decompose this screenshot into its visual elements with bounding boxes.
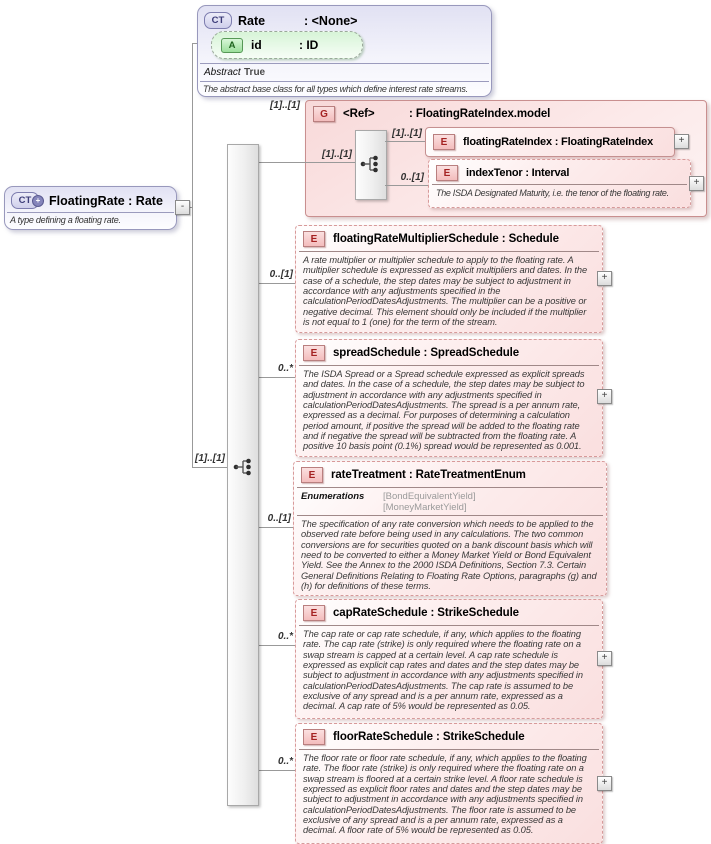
connector-line <box>192 43 193 467</box>
divider <box>200 81 489 82</box>
enumeration-values <box>383 491 476 513</box>
floatingrate-header <box>5 187 176 209</box>
element-header <box>296 226 602 251</box>
expand-toggle[interactable]: + <box>597 776 612 791</box>
element-capRateSchedule[interactable] <box>295 599 603 719</box>
element-icon-label: E <box>308 469 316 481</box>
derived-plus-badge: + <box>32 195 44 207</box>
element-description: The floor rate or floor rate schedule, if any, which applies to the floating rate. The floor rate (strike) is only required where the floating rate on a swap stream is floored at a certain strike level. A floor rate schedule is expressed as explicit floor rates and dates and the step dates may be subject to adjustment in accordance with any adjustments specified in calculationPeriodDatesAdjustments. The floor rate is assumed to be exclusive of any spread and is a per annum rate, expressed as a decimal. A floor rate of 5% would be represented as 0.05. <box>299 749 599 840</box>
element-icon <box>303 729 325 745</box>
expand-toggle[interactable]: + <box>689 176 704 191</box>
element-floorRateSchedule[interactable] <box>295 723 603 844</box>
element-description: The cap rate or cap rate schedule, if any, which applies to the floating rate. The cap rate (strike) is only required where the floating rate on a swap stream is capped at a certain level. A cap rate schedule is expressed as explicit cap rates and dates and the step dates may be subject to adjustment in accordance with any adjustments specified in calculationPeriodDatesAdjustments. The cap rate is assumed to be exclusive of any spread and is a per annum rate, expressed as a decimal. A cap rate of 5% would be represented as 0.05. <box>299 625 599 716</box>
group-type: : FloatingRateIndex.model <box>409 108 551 120</box>
group-header <box>306 101 706 126</box>
element-floatingRateIndex[interactable] <box>425 127 675 157</box>
element-icon-label: E <box>310 233 318 245</box>
element-floatingRateMultiplierSchedule[interactable] <box>295 225 603 333</box>
attribute-icon <box>221 38 243 53</box>
complextype-icon <box>204 12 232 29</box>
element-title: spreadSchedule : SpreadSchedule <box>333 347 520 359</box>
attribute-name: id <box>251 38 262 52</box>
enumerations-row <box>297 487 603 515</box>
element-title: capRateSchedule : StrikeSchedule <box>333 607 519 619</box>
cardinality-label: 0..* <box>277 631 293 642</box>
element-title: floatingRateIndex : FloatingRateIndex <box>463 136 654 148</box>
attribute-type: : ID <box>299 38 319 52</box>
element-title: floatingRateMultiplierSchedule : Schedule <box>333 233 559 245</box>
element-description: A rate multiplier or multiplier schedule to apply to the floating rate. A multiplier schedule is expressed as explicit multipliers and dates. In the case of a schedule, the step dates may be subject to adjustment in accordance with any adjustments specified in the calculationPeriodDatesAdjustments. The multiplier can be a positive or negative decimal. This element should only be included if the multiplier is not equal to 1 (one) for the term of the stream. <box>299 251 599 331</box>
collapse-toggle[interactable]: - <box>175 200 190 215</box>
enumeration-value: [MoneyMarketYield] <box>383 502 467 513</box>
rate-name: Rate <box>238 13 266 28</box>
cardinality-label: 0..[1] <box>267 513 291 524</box>
element-icon <box>303 231 325 247</box>
element-header <box>429 160 690 184</box>
element-header <box>296 724 602 749</box>
sequence-icon <box>232 456 254 478</box>
abstract-facet-label: Abstract <box>204 67 241 78</box>
cardinality-label: 0..* <box>277 363 293 374</box>
rate-description: The abstract base class for all types which define interest rate streams. <box>203 84 468 94</box>
element-icon <box>303 605 325 621</box>
cardinality-label: 0..[1] <box>400 172 424 183</box>
connector-line <box>385 185 428 186</box>
connector-line <box>257 645 295 646</box>
connector-line <box>192 467 227 468</box>
complextype-derived-icon <box>11 192 39 209</box>
attribute-id[interactable] <box>211 31 363 59</box>
element-description: The specification of any rate conversion which needs to be applied to the observed rate before being used in any calculations. The two common conversions are for securities quoted on a bank discount basis which will need to be converted to either a Money Market Yield or Bond Equivalent Yield. See the Annex to the 2000 ISDA Definitions, Section 7.3. Certain General Definitions Relating to Floating Rate Options, paragraphs (g) and (h) for definitions of these terms. <box>297 515 603 595</box>
element-spreadSchedule[interactable] <box>295 339 603 457</box>
element-icon-label: E <box>310 607 318 619</box>
rate-type: : <None> <box>304 13 358 28</box>
cardinality-label: 0..[1] <box>269 269 293 280</box>
divider <box>7 212 174 213</box>
connector-line <box>257 770 295 771</box>
expand-toggle[interactable]: + <box>597 271 612 286</box>
complextype-icon-label: CT <box>211 15 225 26</box>
element-rateTreatment[interactable] <box>293 461 607 596</box>
cardinality-label: [1]..[1] <box>322 149 352 160</box>
enumeration-value: [BondEquivalentYield] <box>383 491 476 502</box>
element-title: floorRateSchedule : StrikeSchedule <box>333 731 525 743</box>
floatingrate-title: FloatingRate : Rate <box>49 193 163 208</box>
cardinality-label: [1]..[1] <box>195 453 225 464</box>
element-icon <box>433 134 455 150</box>
element-icon <box>301 467 323 483</box>
element-header <box>296 600 602 625</box>
attribute-icon-label: A <box>228 39 236 51</box>
element-title: rateTreatment : RateTreatmentEnum <box>331 469 526 481</box>
element-description: The ISDA Designated Maturity, i.e. the tenor of the floating rate. <box>432 184 687 202</box>
connector-line <box>305 162 355 163</box>
cardinality-label: [1]..[1] <box>270 100 300 111</box>
group-icon <box>313 106 335 122</box>
element-icon <box>303 345 325 361</box>
element-header <box>294 462 606 487</box>
abstract-facet-value: True <box>244 67 266 78</box>
expand-toggle[interactable]: + <box>597 389 612 404</box>
element-indexTenor[interactable] <box>428 159 691 208</box>
expand-toggle[interactable]: + <box>597 651 612 666</box>
complextype-rate-box[interactable] <box>197 5 492 97</box>
group-icon-label: G <box>320 108 328 120</box>
element-icon-label: E <box>310 731 318 743</box>
cardinality-label: 0..* <box>277 756 293 767</box>
group-name: <Ref> <box>343 108 375 120</box>
element-description: The ISDA Spread or a Spread schedule expressed as explicit spreads and dates. In the case of a schedule, the step dates may be subject to adjustment in accordance with any adjustments specified in calculationPeriodDatesAdjustments. The spread is a per annum rate, expressed as a decimal. For purposes of determining a calculation period amount, if positive the spread will be added to the floating rate and if negative the spread will be subtracted from the floating rate. A positive 10 basis point (0.1%) spread would be represented as 0.001. <box>299 365 599 456</box>
rate-header <box>198 6 491 29</box>
element-icon-label: E <box>443 167 451 179</box>
connector-line <box>257 162 305 163</box>
expand-toggle[interactable]: + <box>674 134 689 149</box>
enumerations-label: Enumerations <box>301 491 365 502</box>
connector-line <box>257 283 295 284</box>
complextype-icon-label: CT <box>18 195 32 206</box>
element-header <box>296 340 602 365</box>
element-icon-label: E <box>440 136 448 148</box>
element-icon-label: E <box>310 347 318 359</box>
connector-line <box>385 141 425 142</box>
element-header <box>426 128 674 154</box>
complextype-floatingrate-box[interactable] <box>4 186 177 230</box>
cardinality-label: [1]..[1] <box>392 128 422 139</box>
sequence-icon <box>359 153 381 175</box>
floatingrate-description: A type defining a floating rate. <box>10 215 121 225</box>
connector-line <box>257 377 295 378</box>
divider <box>200 63 489 64</box>
element-icon <box>436 165 458 181</box>
element-title: indexTenor : Interval <box>466 167 570 179</box>
connector-line <box>257 527 293 528</box>
